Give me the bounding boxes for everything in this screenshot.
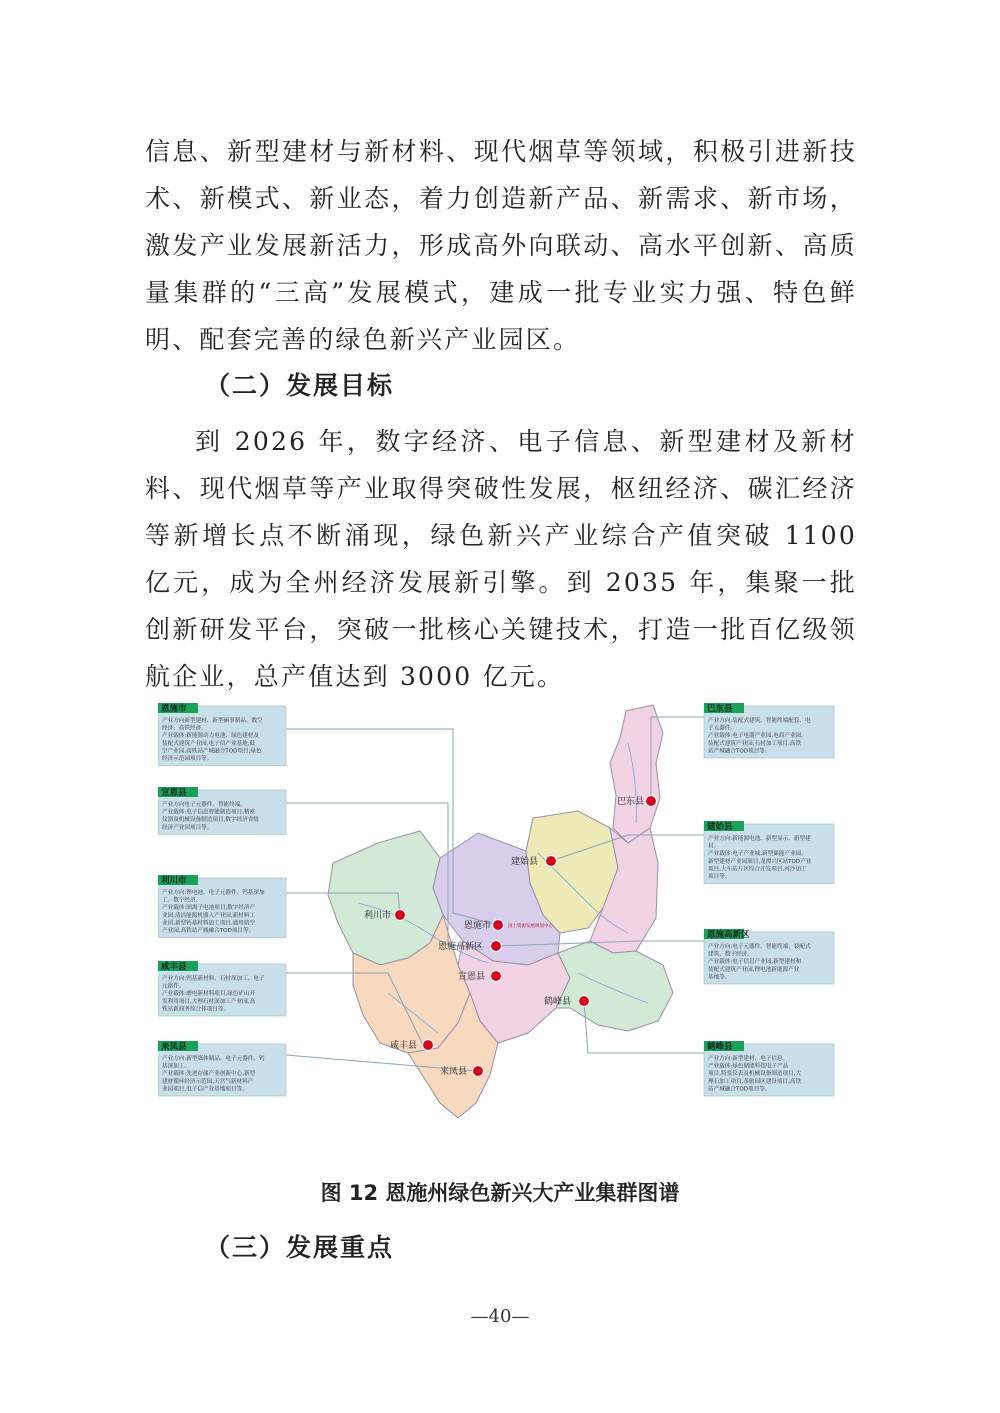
city-label: 咸丰县 — [390, 1041, 418, 1051]
panel-line: 产业园,高铁站产城融合TOD项目等。 — [162, 928, 255, 934]
left-info-panels — [158, 703, 286, 1096]
panel-title: 鹤峰县 — [707, 1042, 733, 1052]
city-dot — [579, 996, 590, 1007]
panel-title: 恩施高新区 — [707, 930, 750, 940]
panel-line: 业园,新型钙基材料加工项目,通用航空 — [162, 920, 256, 927]
left-panel-0 — [158, 703, 286, 766]
city-label: 鹤峰县 — [544, 997, 572, 1007]
right-panel-3 — [704, 1041, 834, 1096]
city-marker-4 — [438, 940, 502, 952]
panel-line: 产业载体:新能源动力电池、绿色建材及 — [162, 733, 259, 740]
panel-line: 站产城融合TOD项目等。 — [708, 748, 771, 755]
panel-title: 来凤县 — [161, 1042, 187, 1052]
left-panel-2 — [158, 875, 286, 938]
panel-line: 经济产业园项目等。 — [162, 824, 213, 831]
region-badong — [610, 705, 663, 843]
panel-line: 产业载体:先进存储产业创新中心,新型 — [162, 1071, 256, 1078]
city-label: 巴东县 — [617, 797, 645, 807]
left-panel-4 — [158, 1041, 286, 1096]
panel-line: 业园,清洁能源机器人产业园,新材料工 — [162, 912, 256, 919]
region-lichuan — [328, 831, 443, 965]
panel-line: 工、数字经济。 — [162, 897, 202, 904]
panel-line: 新型建材产业园项目,龙潭兴区站TOD产业 — [708, 858, 812, 865]
panel-line: 建材循环经济示范园,天宫气新材料产 — [162, 1078, 254, 1085]
right-panel-2 — [704, 929, 834, 984]
panel-line: 发利用项目,大理石材深加工产业园,高 — [162, 998, 256, 1005]
panel-line: 项目等。 — [708, 874, 731, 880]
panel-line: 项目,特变仪表及机械设备制造项目,大 — [708, 1071, 802, 1078]
city-label: 来凤县 — [440, 1067, 468, 1077]
panel-line: 铁站新商务综合体项目等。 — [162, 1006, 230, 1013]
panel-line: 装配式建筑产业园,石材加工项目,高铁 — [708, 740, 802, 747]
city-label: 利川市 — [364, 911, 392, 921]
panel-line: 装配式建筑产业园,电子信产业基地,低 — [162, 740, 256, 747]
panel-line: 产业方向:锂电池、电子元器件、钙基深加 — [162, 890, 265, 896]
city-dot — [546, 856, 557, 867]
panel-line: 项目,大车站片区综合开发项目,河沙加工 — [708, 866, 807, 873]
industry-cluster-map — [158, 703, 838, 1127]
panel-line: 产业载体:电子信息产业园,新型建材和 — [708, 959, 802, 966]
panel-line: 材。 — [708, 843, 720, 850]
city-dot — [493, 920, 504, 931]
paragraph-intro-continued: 信息、新型建材与新材料、现代烟草等领域，积极引进新技术、新模式、新业态，着力创造新产品、新需求、新市场，激发产业发展新活力，形成高外向联动、高水平创新、高质量集群的“三高”发展模式，建成一批专业实力强、特色鲜明、配套完善的绿色新兴产业园区。 — [145, 137, 857, 354]
panel-line: 产业载体:电子信息智能制造项目,精密 — [162, 809, 256, 816]
panel-title: 建始县 — [707, 822, 733, 832]
panel-line: 产业方向:新型建材、电子信息。 — [708, 1056, 789, 1062]
city-marker-3 — [364, 909, 406, 921]
panel-line: 产业方向新型建材、新型硒事制品、数空 — [162, 718, 263, 724]
city-marker-8 — [440, 1065, 484, 1077]
panel-line: 元器件。 — [162, 983, 185, 990]
hq-label: 国土资源发展规划中心 — [508, 924, 553, 929]
city-marker-7 — [390, 1039, 434, 1051]
figure-caption: 图 12 恩施州绿色新兴大产业集群图谱 — [320, 1181, 680, 1205]
city-marker-5 — [458, 970, 502, 982]
city-marker-1 — [511, 855, 557, 867]
region-hefeng — [556, 941, 673, 1031]
panel-title: 恩施市 — [161, 704, 187, 714]
panel-title: 宣恩县 — [161, 788, 187, 798]
left-panel-3 — [158, 961, 286, 1016]
panel-line: 建筑、数字经济。 — [708, 951, 753, 958]
city-label: 恩施高新区 — [438, 942, 484, 952]
paragraph-goals: 到 2026 年，数字经济、电子信息、新型建材及新材料、现代烟草等产业取得突破性发展，枢纽经济、碳汇经济等新增长点不断涌现，绿色新兴产业综合产值突破 1100 亿元，成为全州经济发展新引擎。到 2035 年，集聚一批创新研发平台，突破一批核心关键技术，打造一批百亿级领航企业，总产值达到 3000 亿元。 — [145, 427, 857, 691]
city-label: 恩施市 — [464, 921, 492, 931]
right-info-panels — [704, 703, 834, 1096]
city-marker-2 — [464, 919, 504, 931]
panel-title: 利川市 — [161, 876, 187, 886]
right-panel-1 — [704, 821, 834, 884]
panel-line: 基深加工。 — [162, 1063, 190, 1070]
panel-line: 仪器及机械设备制造项目,数字经济省级 — [162, 817, 259, 824]
panel-line: 产业载体:电子电器产业园,电商产业园, — [708, 733, 803, 740]
section-heading-focus: （三）发展重点 — [205, 1233, 395, 1262]
panel-line: 产业方向:装配式建筑、智能终端配套、电 — [708, 718, 811, 724]
city-label: 建始县 — [511, 857, 539, 867]
page-number: —40— — [470, 1306, 530, 1327]
panel-line: 产业方向:钙基新材料、石材深加工、电子 — [162, 976, 265, 982]
right-panel-0 — [704, 703, 834, 758]
city-dot — [395, 910, 406, 921]
panel-line: 产业载体:绿色储能科技电子产品 — [708, 1063, 789, 1070]
panel-line: 装配式建筑产业园,锂电池新能源产业 — [708, 966, 800, 973]
panel-line: 理石加工项目,茶旅园区建设项目,高铁 — [708, 1078, 802, 1085]
panel-title: 巴东县 — [707, 704, 733, 714]
panel-title: 咸丰县 — [161, 962, 187, 972]
panel-line: 业园项目,电子信产业基地项目等。 — [162, 1086, 248, 1093]
city-label: 宣恩县 — [458, 972, 486, 982]
city-marker-6 — [544, 995, 590, 1007]
city-dot — [646, 796, 657, 807]
city-dot — [423, 1040, 434, 1051]
left-panel-1 — [158, 787, 286, 834]
panel-line: 产业载体:磨电新材料项目,绿色矿山开 — [162, 991, 256, 998]
panel-line: 空产业园,高铁站产城融合TOD项目,绿色 — [162, 748, 262, 755]
section-heading-goals: （二）发展目标 — [205, 371, 395, 400]
panel-line: 产业载体:固离子电池项目,数字经济产 — [162, 905, 256, 912]
city-marker-0 — [617, 795, 657, 807]
panel-line: 产业方向电子元器件、智能终端。 — [162, 802, 246, 808]
panel-line: 基地等。 — [708, 974, 731, 981]
panel-line: 子元器件。 — [708, 725, 736, 732]
panel-line: 产业方向:新能源电池、新型显示、新型建 — [708, 836, 811, 842]
panel-line: 产业方向:新型墙体制品、电子元器件、钙 — [162, 1056, 265, 1062]
city-dot — [491, 941, 502, 952]
city-dot — [491, 971, 502, 982]
city-dot — [473, 1066, 484, 1077]
panel-line: 经济示范园项目等。 — [162, 756, 213, 762]
panel-line: 经济、高铁经济。 — [162, 725, 207, 732]
panel-line: 站产城融合TOD项目等。 — [708, 1086, 771, 1093]
panel-line: 产业方向:电子元器件、智能终端、装配式 — [708, 944, 811, 950]
panel-line: 产业载体:电子产业城,新型储能产业园, — [708, 851, 803, 858]
